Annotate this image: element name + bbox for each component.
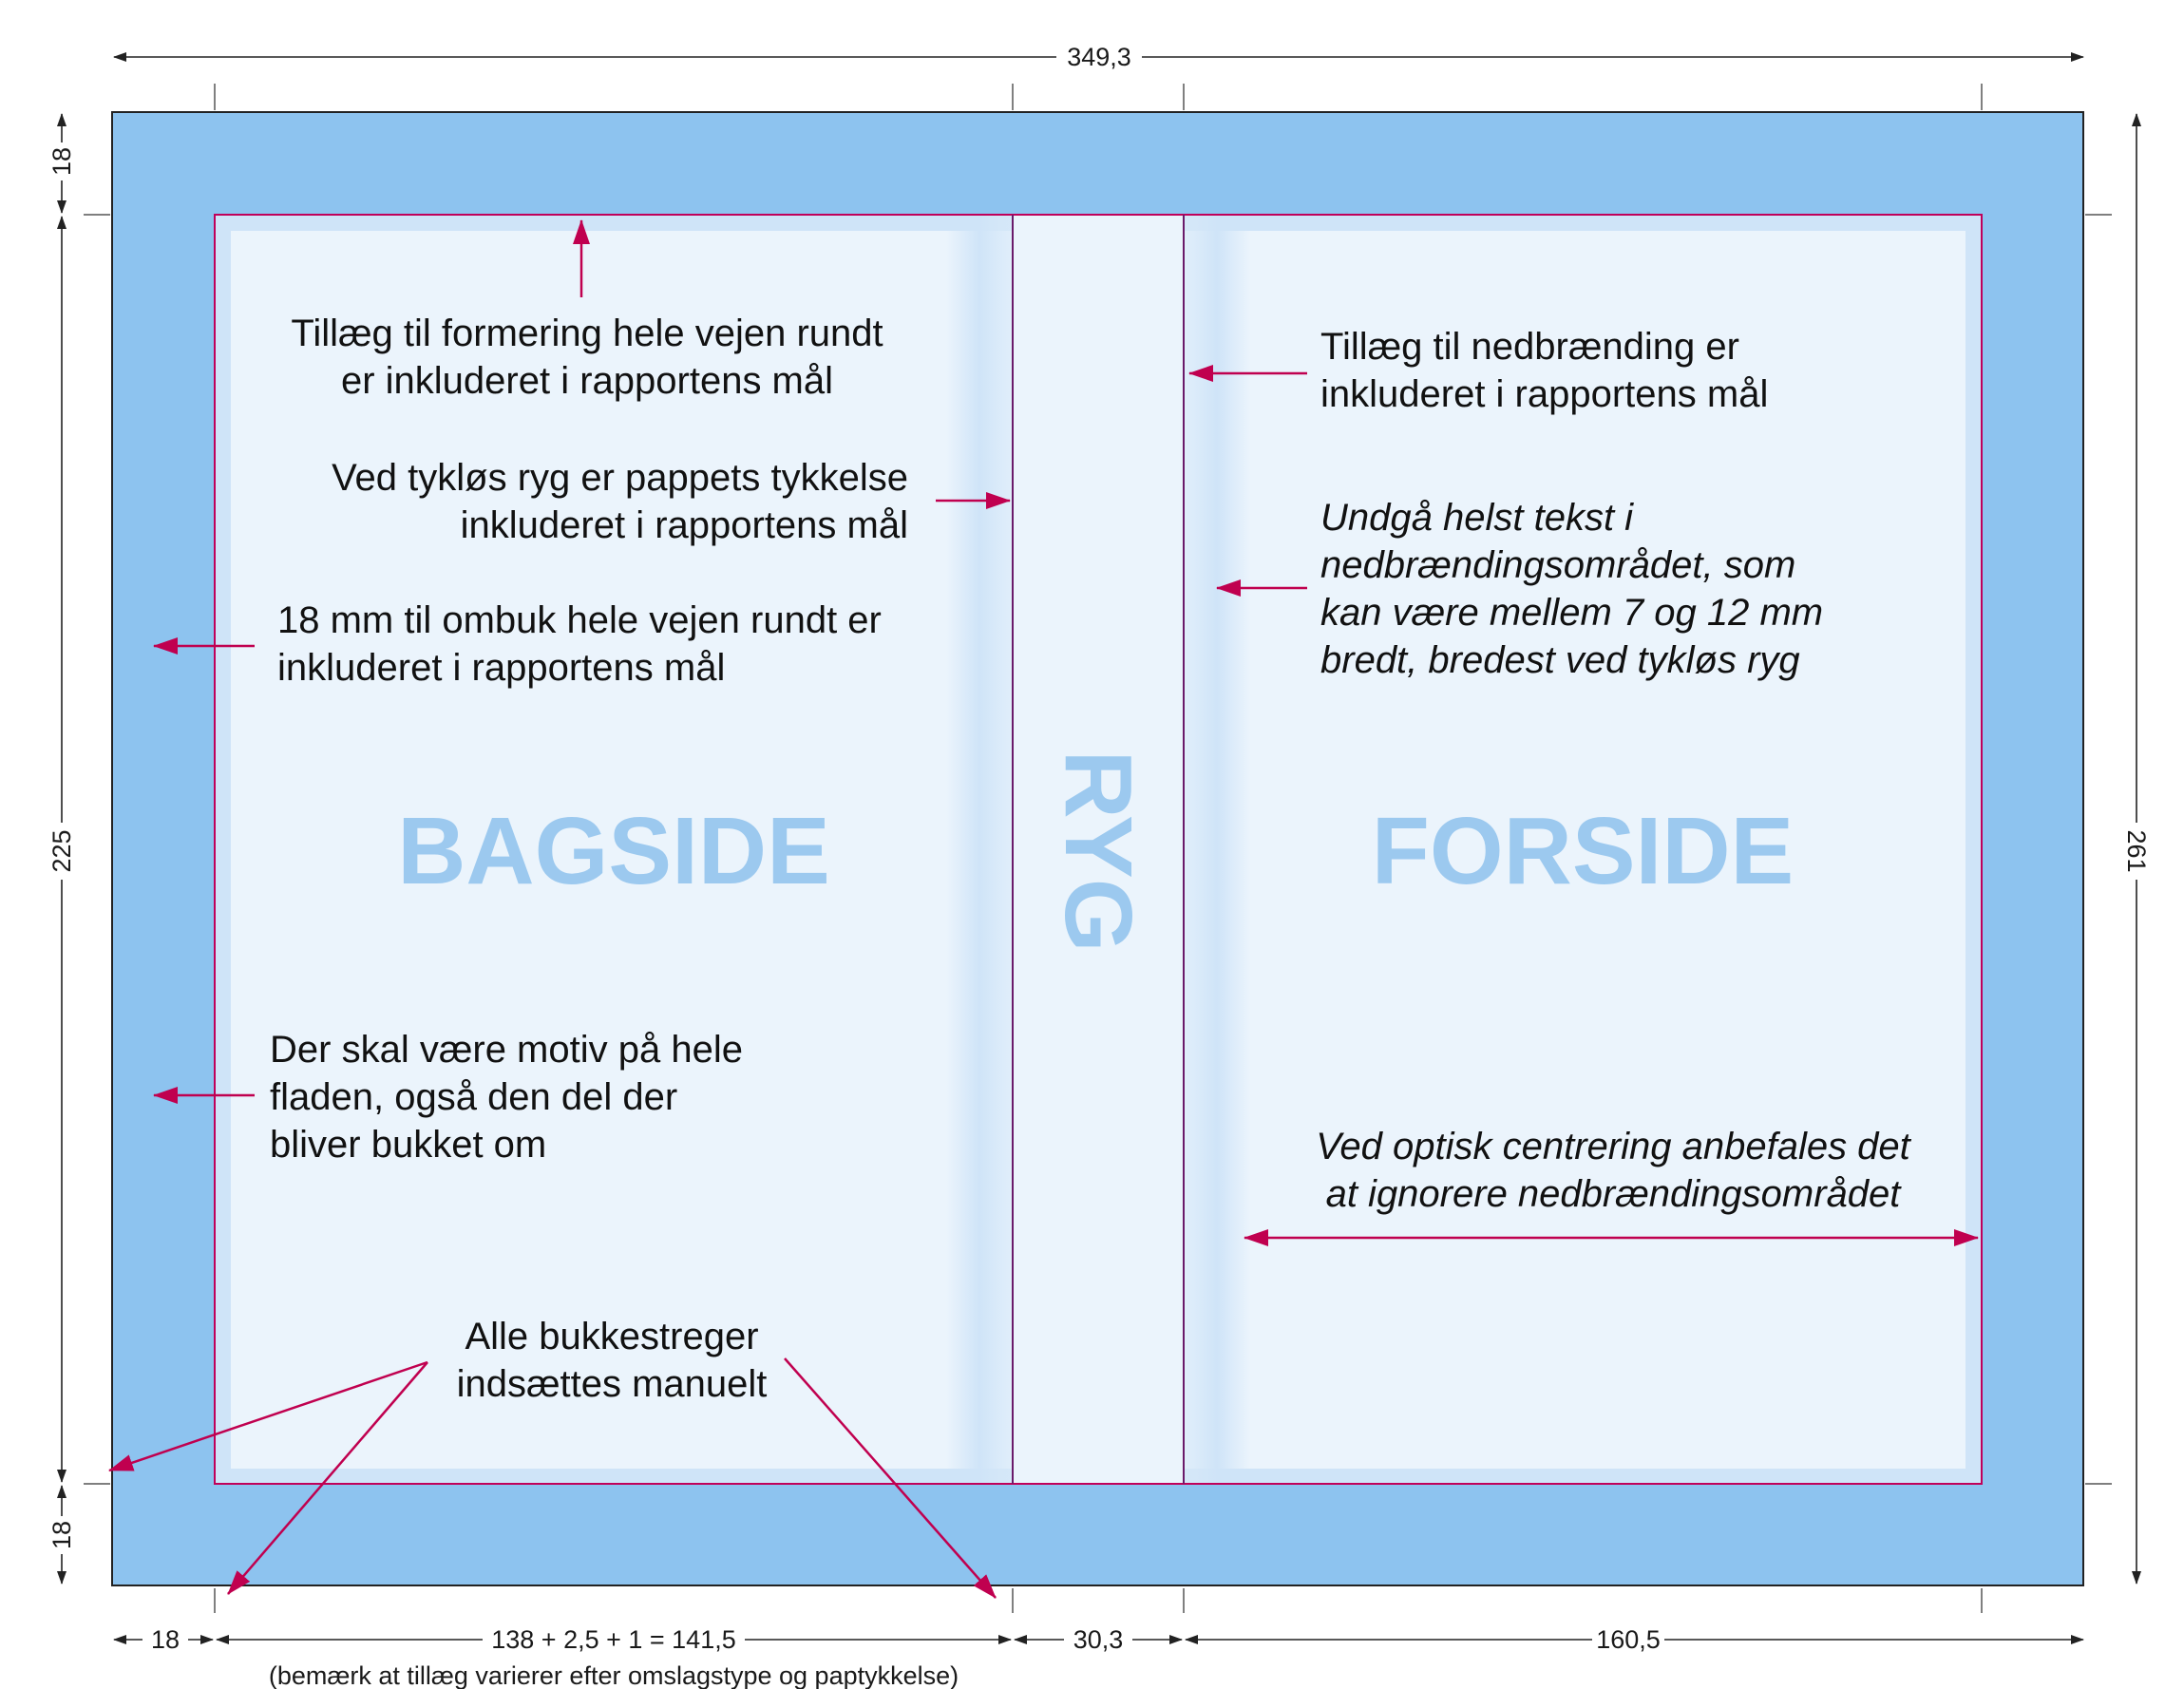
front-burn-in-zone (1184, 215, 1250, 1484)
spine-panel-label: RYG (1045, 750, 1151, 953)
motif-note-line-3: bliver bukket om (270, 1124, 547, 1166)
motif-note-line-2: fladen, også den del der (270, 1076, 678, 1118)
creases-note-line-2: indsættes manuelt (456, 1363, 768, 1405)
optical-note-line-1: Ved optisk centrering anbefales det (1316, 1126, 1910, 1167)
burn-in-note-line-1: Tillæg til nedbrænding er (1320, 326, 1739, 368)
creases-note-line-1: Alle bukkestreger (465, 1316, 759, 1357)
avoid-text-note-line-3: kan være mellem 7 og 12 mm (1320, 592, 1824, 634)
forming-note-line-2: er inkluderet i rapportens mål (340, 360, 834, 402)
avoid-text-note-line-2: nedbrændingsområdet, som (1320, 544, 1796, 586)
spine-width-label: 30,3 (1073, 1625, 1124, 1654)
inner-height-label: 225 (47, 829, 76, 873)
total-width-label: 349,3 (1067, 43, 1131, 71)
back-burn-in-zone (946, 215, 1013, 1484)
board-note-line-1: Ved tykløs ryg er pappets tykkelse (332, 457, 908, 499)
turnover-note-line-2: inkluderet i rapportens mål (277, 647, 726, 689)
turnover-note-line-1: 18 mm til ombuk hele vejen rundt er (277, 599, 882, 641)
board-note-line-2: inkluderet i rapportens mål (460, 504, 908, 546)
avoid-text-note-line-1: Undgå helst tekst i (1320, 497, 1634, 539)
back-width-label: 138 + 2,5 + 1 = 141,5 (491, 1625, 736, 1654)
front-panel-label: FORSIDE (1371, 798, 1795, 904)
back-width-note: (bemærk at tillæg varierer efter omslagstype og paptykkelse) (268, 1661, 959, 1689)
optical-note-line-2: at ignorere nedbrændingsområdet (1325, 1173, 1901, 1215)
total-height-label: 261 (2122, 829, 2151, 873)
back-panel-label: BAGSIDE (397, 798, 830, 904)
burn-in-note-line-2: inkluderet i rapportens mål (1320, 373, 1769, 415)
left-fold-label: 18 (150, 1625, 180, 1654)
bottom-fold-label: 18 (47, 1520, 76, 1550)
front-width-label: 160,5 (1596, 1625, 1661, 1654)
avoid-text-note-line-4: bredt, bredest ved tykløs ryg (1320, 639, 1800, 681)
top-fold-label: 18 (47, 146, 76, 177)
motif-note-line-1: Der skal være motiv på hele (270, 1029, 743, 1071)
forming-note-line-1: Tillæg til formering hele vejen rundt (291, 313, 883, 354)
